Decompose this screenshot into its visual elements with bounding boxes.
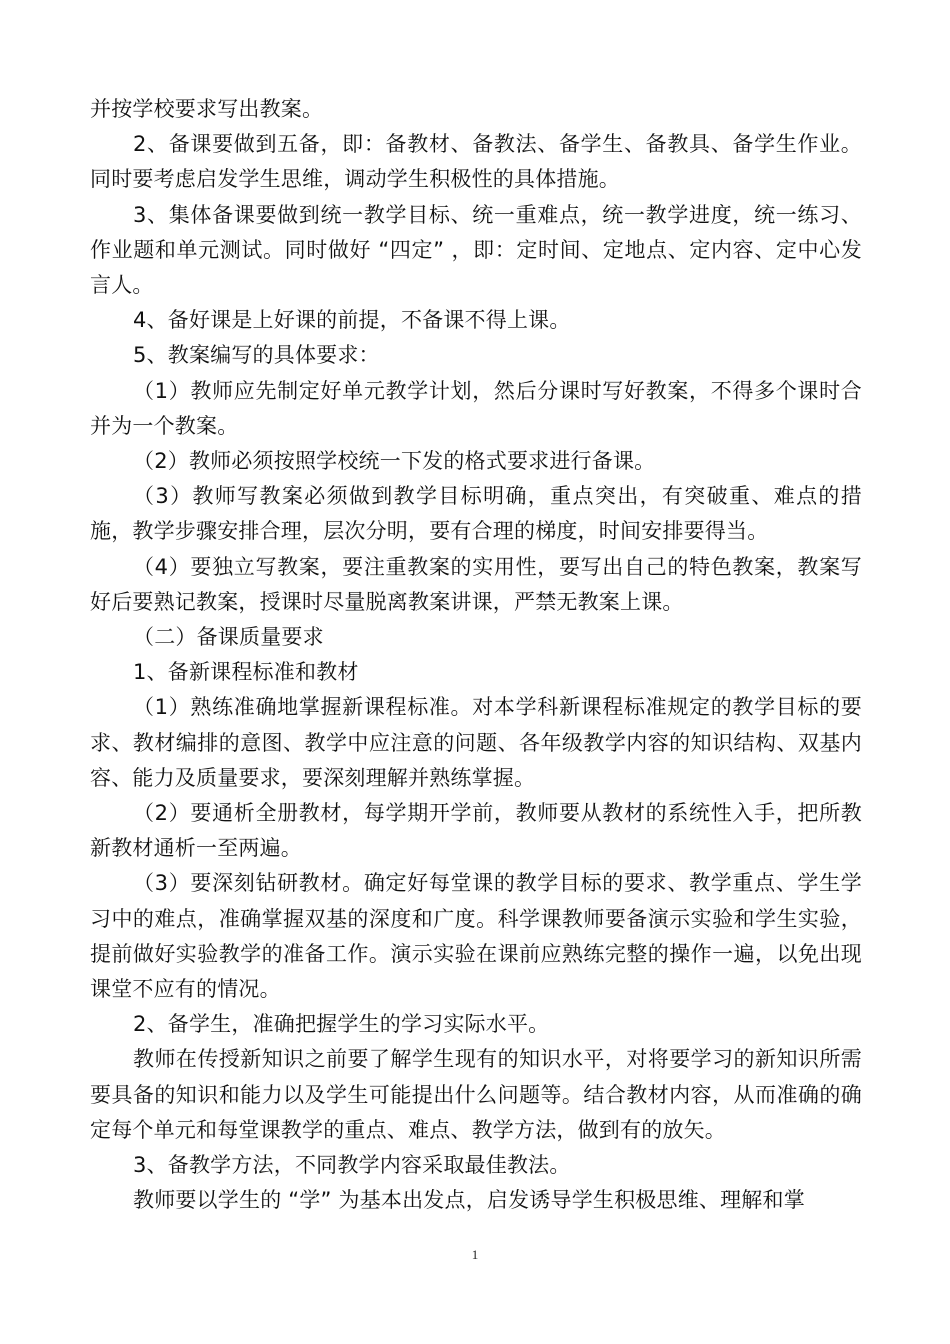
subsection-heading-1: 1、备新课程标准和教材	[133, 660, 359, 685]
subsection-heading-2: 2、备学生，准确把握学生的学习实际水平。	[133, 1012, 550, 1037]
paragraph-item-2: 2、备课要做到五备，即：备教材、备教法、备学生、备教具、备学生作业。同时要考虑启发学生思维，调动学生积极性的具体措施。	[90, 132, 862, 192]
paragraph-subitem-1: （1）教师应先制定好单元教学计划，然后分课时写好教案，不得多个课时合并为一个教案。	[90, 378, 862, 438]
document-body	[90, 92, 862, 1219]
paragraph-subitem-2: （2）教师必须按照学校统一下发的格式要求进行备课。	[133, 449, 656, 474]
paragraph-subitem-3: （3）教师写教案必须做到教学目标明确，重点突出，有突破重、难点的措施，教学步骤安排合理，层次分明，要有合理的梯度，时间安排要得当。	[90, 484, 862, 544]
paragraph-subitem-4: （4）要独立写教案，要注重教案的实用性，要写出自己的特色教案，教案写好后要熟记教案，授课时尽量脱离教案讲课，严禁无教案上课。	[90, 554, 862, 614]
paragraph-item-4: 4、备好课是上好课的前提，不备课不得上课。	[133, 308, 571, 333]
paragraph-quality-3: （3）要深刻钻研教材。确定好每堂课的教学目标的要求、教学重点、学生学习中的难点，准确掌握双基的深度和广度。科学课教师要备演示实验和学生实验，提前做好实验教学的准备工作。演示实验在课前应熟练完整的操作一遍，以免出现课堂不应有的情况。	[90, 871, 862, 1002]
paragraph-item-3: 3、集体备课要做到统一教学目标、统一重难点，统一教学进度，统一练习、作业题和单元测试。同时做好 “四定” ，即：定时间、定地点、定内容、定中心发言人。	[90, 202, 862, 298]
paragraph-continuation: 并按学校要求写出教案。	[90, 97, 324, 121]
section-heading: （二）备课质量要求	[133, 625, 324, 650]
paragraph-quality-2: （2）要通析全册教材，每学期开学前，教师要从教材的系统性入手，把所教新教材通析一至两遍。	[90, 801, 862, 861]
page-number: 1	[471, 1247, 479, 1262]
paragraph-item-5: 5、教案编写的具体要求：	[133, 343, 380, 368]
paragraph-quality-1: （1）熟练准确地掌握新课程标准。对本学科新课程标准规定的教学目标的要求、教材编排的意图、教学中应注意的问题、各年级教学内容的知识结构、双基内容、能力及质量要求，要深刻理解并熟练掌握。	[90, 695, 862, 790]
subsection-heading-3: 3、备教学方法，不同教学内容采取最佳教法。	[133, 1153, 571, 1178]
paragraph-methods: 教师要以学生的 “学” 为基本出发点，启发诱导学生积极思维、理解和掌	[133, 1188, 805, 1213]
paragraph-students: 教师在传授新知识之前要了解学生现有的知识水平，对将要学习的新知识所需要具备的知识和能力以及学生可能提出什么问题等。结合教材内容，从而准确的确定每个单元和每堂课教学的重点、难点、教学方法，做到有的放矢。	[90, 1047, 862, 1142]
